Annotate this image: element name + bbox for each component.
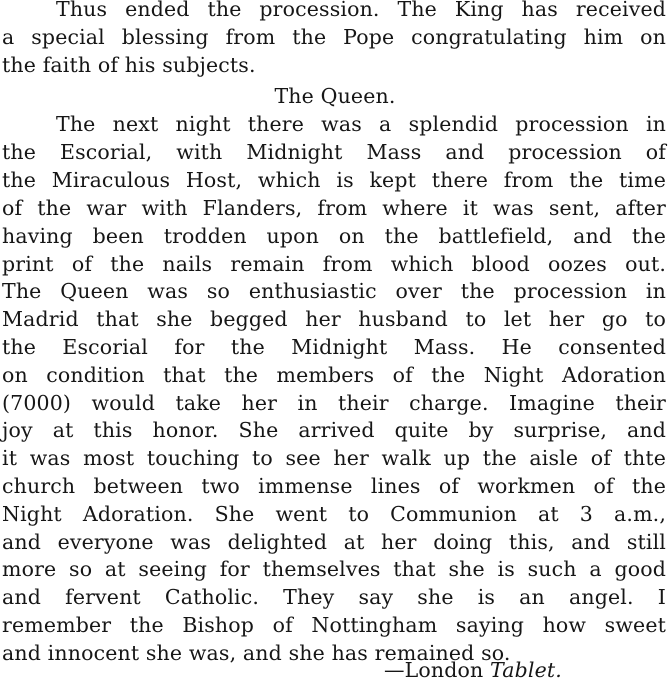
text-line: Madrid that she begged her husband to let her go to: [2, 307, 666, 331]
text-line: it was most touching to see her walk up the aisle of thte: [2, 446, 666, 470]
text-line: the Escorial, with Midnight Mass and procession of: [2, 140, 666, 164]
attribution-prefix: —London: [384, 658, 491, 682]
text-line: Thus ended the procession. The King has received: [56, 0, 666, 21]
text-line: church between two immense lines of workmen of the: [2, 474, 666, 498]
text-line: and innocent she was, and she has remained so.: [2, 641, 511, 665]
text-line: The next night there was a splendid procession in: [56, 112, 666, 136]
text-line: the Escorial for the Midnight Mass. He consented: [2, 335, 666, 359]
text-line: (7000) would take her in their charge. Imagine their: [2, 391, 666, 415]
text-line: the faith of his subjects.: [2, 53, 256, 77]
text-line: of the war with Flanders, from where it was sent, after: [2, 196, 666, 220]
attribution-source: Tablet.: [490, 658, 562, 682]
text-line: print of the nails remain from which blood oozes out.: [2, 252, 666, 276]
text-line: a special blessing from the Pope congratulating him on: [2, 25, 666, 49]
text-line: the Miraculous Host, which is kept there from the time: [2, 168, 666, 192]
text-line: having been trodden upon on the battlefield, and the: [2, 224, 666, 248]
section-heading: The Queen.: [274, 84, 396, 108]
text-line: on condition that the members of the Night Adoration: [2, 363, 666, 387]
text-line: more so at seeing for themselves that she is such a good: [2, 557, 666, 581]
text-line: joy at this honor. She arrived quite by surprise, and: [2, 418, 666, 442]
text-line: and fervent Catholic. They say she is an angel. I: [2, 585, 666, 609]
text-line: The Queen was so enthusiastic over the procession in: [2, 279, 666, 303]
text-line: and everyone was delighted at her doing this, and still: [2, 530, 666, 554]
text-line: Night Adoration. She went to Communion at 3 a.m.,: [2, 502, 666, 526]
text-line: remember the Bishop of Nottingham saying how sweet: [2, 613, 666, 637]
attribution: [384, 658, 562, 682]
